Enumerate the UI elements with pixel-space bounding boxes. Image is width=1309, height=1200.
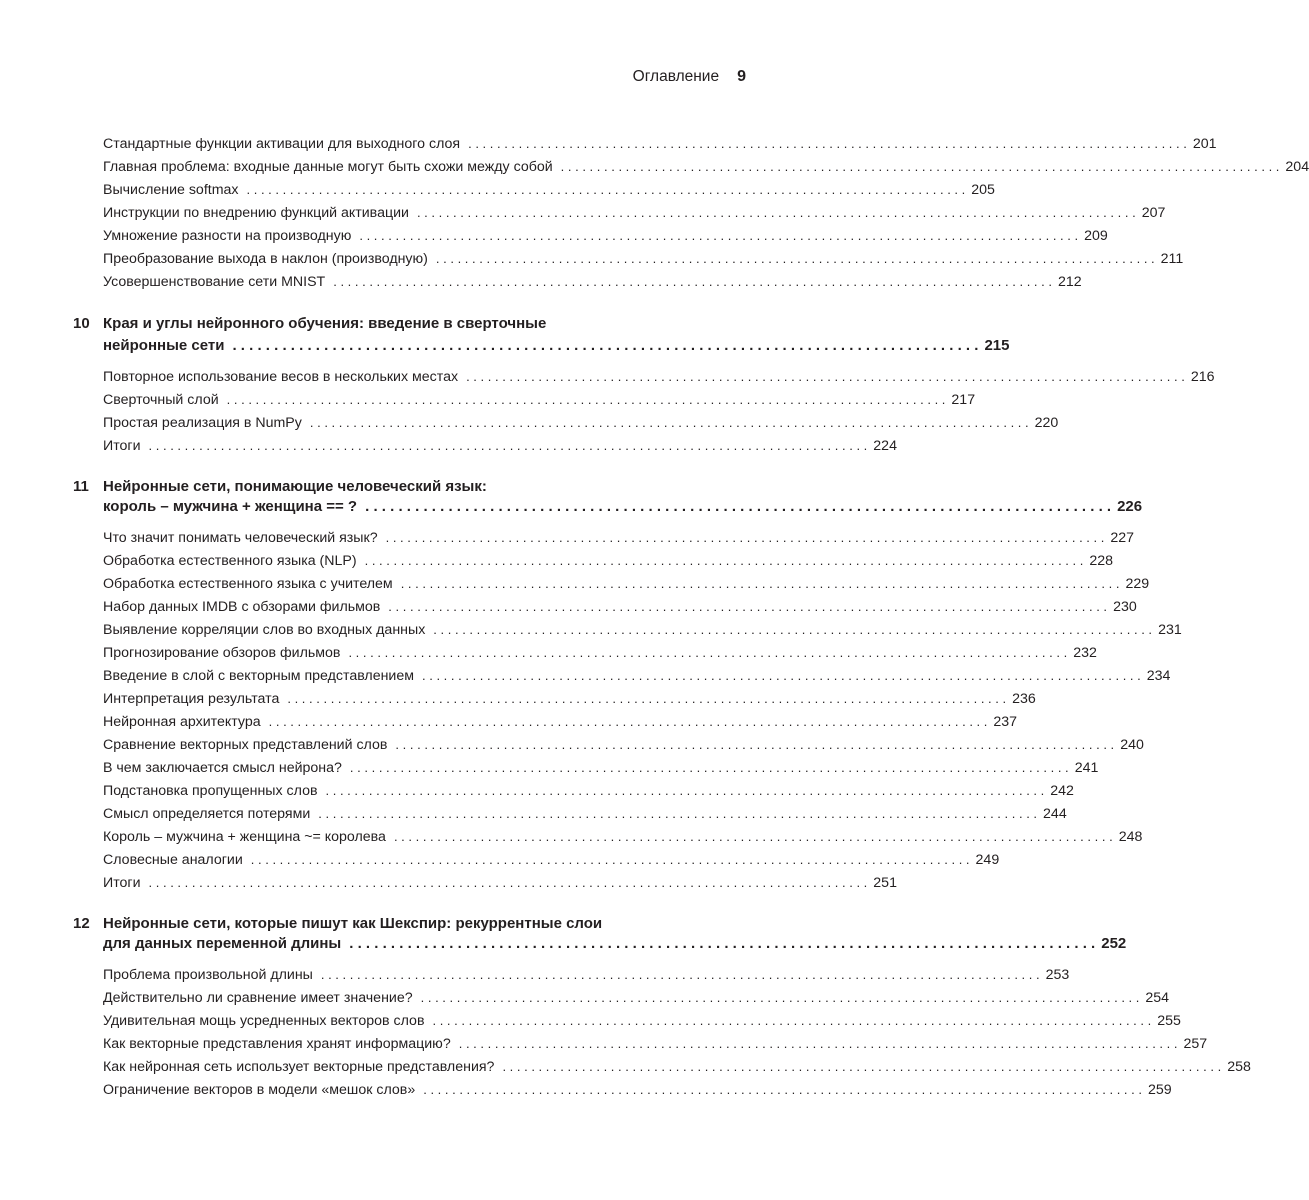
toc-entry-label: Стандартные функции активации для выходного слоя [103, 136, 461, 152]
toc-entry-page: 254 [1145, 990, 1170, 1006]
toc-entry [103, 530, 1135, 553]
toc-entry-page: 249 [975, 852, 1000, 868]
toc-entry-label: Ограничение векторов в модели «мешок слов» [103, 1082, 416, 1098]
toc-entry-label: Набор данных IMDB с обзорами фильмов [103, 599, 381, 615]
toc-entry-page: 227 [1110, 530, 1135, 546]
toc-entry-page: 253 [1045, 967, 1070, 983]
toc-entry-page: 216 [1190, 369, 1215, 385]
toc-entry [103, 1059, 1251, 1082]
dot-leader [388, 599, 1107, 614]
dot-leader [421, 990, 1140, 1005]
toc-entry-label: Словесные аналогии [103, 852, 243, 868]
toc-entry-page: 258 [1227, 1059, 1251, 1075]
toc-entry-page: 234 [1146, 668, 1171, 684]
toc-entry-label: Удивительная мощь усредненных векторов слов [103, 1013, 425, 1029]
toc-entry [103, 852, 1000, 875]
dot-leader [561, 159, 1280, 174]
dot-leader [232, 337, 978, 354]
toc-entry-label: Сверточный слой [103, 392, 219, 408]
chapter-number: 12 [73, 915, 90, 932]
toc-entry-label: Простая реализация в NumPy [103, 415, 302, 431]
toc-entry-page: 232 [1073, 645, 1097, 661]
dot-leader [422, 668, 1141, 683]
toc-entry-label: Сравнение векторных представлений слов [103, 737, 388, 753]
dot-leader [350, 760, 1069, 775]
toc-entry [103, 875, 897, 898]
dot-leader [149, 875, 868, 890]
chapter-title: Нейронные сети, которые пишут как Шекспир: рекуррентные слои [103, 915, 603, 932]
toc-entry-page: 255 [1157, 1013, 1181, 1029]
toc-entry-label: Как векторные представления хранят информацию? [103, 1036, 451, 1052]
toc-entry-label: Вычисление softmax [103, 182, 239, 198]
dot-leader [333, 274, 1052, 289]
dot-leader [466, 369, 1185, 384]
dot-leader [365, 553, 1084, 568]
toc-entry [103, 599, 1137, 622]
chapter-title: Края и углы нейронного обучения: введение в сверточные [103, 315, 547, 332]
toc-entry-label: Преобразование выхода в наклон (производную) [103, 251, 428, 267]
chapter-page: 252 [1101, 935, 1127, 952]
toc-entry [103, 714, 1018, 737]
toc-entry [103, 1013, 1181, 1036]
toc-entry-page: 230 [1113, 599, 1137, 615]
toc-entry-page: 220 [1034, 415, 1059, 431]
chapter-title: для данных переменной длины [103, 935, 342, 952]
toc-entry [103, 691, 1036, 714]
dot-leader [459, 1036, 1178, 1051]
toc-entry [103, 438, 897, 461]
dot-leader [433, 622, 1152, 637]
toc-entry [103, 806, 1067, 829]
toc-entry-page: 259 [1147, 1082, 1172, 1098]
dot-leader [417, 205, 1136, 220]
toc-entry-page: 241 [1074, 760, 1099, 776]
toc-entry [103, 990, 1170, 1013]
dot-leader [395, 737, 1114, 752]
toc-entry-page: 231 [1158, 622, 1182, 638]
chapter-title: нейронные сети [103, 337, 225, 354]
toc-entry-label: Повторное использование весов в нескольких местах [103, 369, 459, 385]
toc-entry-label: Смысл определяется потерями [103, 806, 311, 822]
toc-entry [103, 251, 1184, 274]
toc-entry [103, 553, 1114, 576]
toc-entry-page: 204 [1285, 159, 1309, 175]
toc-entry-label: Что значит понимать человеческий язык? [103, 530, 378, 546]
toc-entry [103, 1082, 1172, 1105]
toc-entry [103, 159, 1309, 182]
toc-entry [103, 392, 976, 415]
chapter-title-line [103, 337, 1010, 361]
toc-entry-label: Итоги [103, 438, 141, 454]
toc-entry [103, 668, 1171, 691]
dot-leader [247, 182, 966, 197]
dot-leader [386, 530, 1105, 545]
toc-entry [103, 1036, 1208, 1059]
toc-entry [103, 783, 1074, 806]
toc-entry-page: 251 [873, 875, 897, 891]
toc-entry [103, 737, 1144, 760]
toc-entry-label: Король – мужчина + женщина ~= королева [103, 829, 386, 845]
toc-entry [103, 760, 1099, 783]
toc-entry-label: Выявление корреляции слов во входных данных [103, 622, 426, 638]
toc-entry [103, 136, 1217, 159]
dot-leader [321, 967, 1040, 982]
dot-leader [359, 228, 1078, 243]
dot-leader [227, 392, 946, 407]
dot-leader [349, 935, 1095, 952]
dot-leader [348, 645, 1067, 660]
toc-entry-label: Введение в слой с векторным представлением [103, 668, 415, 684]
toc-entry-label: В чем заключается смысл нейрона? [103, 760, 342, 776]
toc-entry-page: 244 [1043, 806, 1067, 822]
toc-entry-label: Усовершенствование сети MNIST [103, 274, 326, 290]
toc-entry-page: 217 [951, 392, 976, 408]
toc-entry-page: 228 [1089, 553, 1114, 569]
toc-entry-page: 236 [1012, 691, 1036, 707]
dot-leader [401, 576, 1120, 591]
toc-entry [103, 205, 1166, 228]
dot-leader [502, 1059, 1221, 1074]
toc-entry-label: Подстановка пропущенных слов [103, 783, 318, 799]
toc-entry-label: Прогнозирование обзоров фильмов [103, 645, 341, 661]
dot-leader [468, 136, 1187, 151]
dot-leader [318, 806, 1037, 821]
dot-leader [251, 852, 970, 867]
toc-entry-label: Главная проблема: входные данные могут быть схожи между собой [103, 159, 553, 175]
dot-leader [287, 691, 1006, 706]
dot-leader [436, 251, 1155, 266]
toc-entry-label: Обработка естественного языка (NLP) [103, 553, 357, 569]
toc-entry [103, 182, 995, 205]
toc-entry-label: Умножение разности на производную [103, 228, 352, 244]
toc-entry-page: 237 [993, 714, 1018, 730]
toc-entry-page: 229 [1125, 576, 1150, 592]
toc-entry-page: 211 [1160, 251, 1184, 267]
toc-entry-label: Обработка естественного языка с учителем [103, 576, 393, 592]
running-head [633, 68, 746, 92]
toc-entry [103, 369, 1215, 392]
toc-entry [103, 622, 1182, 645]
dot-leader [269, 714, 988, 729]
dot-leader [365, 498, 1111, 515]
dot-leader [432, 1013, 1151, 1028]
chapter-page: 215 [984, 337, 1010, 354]
toc-entry-page: 240 [1120, 737, 1144, 753]
dot-leader [394, 829, 1113, 844]
chapter-title: Нейронные сети, понимающие человеческий язык: [103, 478, 487, 495]
running-head-page-number: 9 [737, 68, 746, 85]
toc-entry-page: 242 [1050, 783, 1074, 799]
toc-entry-page: 207 [1141, 205, 1166, 221]
chapter-number: 10 [73, 315, 90, 332]
toc-entry [103, 228, 1108, 251]
toc-entry-label: Инструкции по внедрению функций активации [103, 205, 409, 221]
toc-entry-label: Нейронная архитектура [103, 714, 261, 730]
toc-entry [103, 274, 1082, 297]
toc-entry [103, 645, 1097, 668]
toc-entry [103, 967, 1070, 990]
toc-entry-page: 212 [1057, 274, 1082, 290]
toc-entry [103, 576, 1150, 599]
chapter-title-line [103, 498, 1143, 522]
toc-entry [103, 415, 1059, 438]
dot-leader [423, 1082, 1142, 1097]
chapter-title-line [103, 935, 1127, 959]
toc-entry [103, 829, 1143, 852]
toc-entry-page: 209 [1084, 228, 1108, 244]
running-head-title: Оглавление [632, 68, 720, 85]
chapter-page: 226 [1117, 498, 1143, 515]
toc-entry-page: 224 [873, 438, 897, 454]
dot-leader [310, 415, 1029, 430]
dot-leader [149, 438, 868, 453]
chapter-title-line [103, 315, 746, 339]
toc-entry-page: 205 [971, 182, 995, 198]
toc-entry-label: Как нейронная сеть использует векторные представления? [103, 1059, 495, 1075]
chapter-number: 11 [73, 478, 89, 495]
toc-entry-page: 201 [1192, 136, 1217, 152]
dot-leader [326, 783, 1045, 798]
toc-entry-label: Итоги [103, 875, 141, 891]
toc-entry-page: 248 [1118, 829, 1143, 845]
toc-entry-page: 257 [1183, 1036, 1208, 1052]
chapter-title: король – мужчина + женщина == ? [103, 498, 358, 515]
toc-entry-label: Действительно ли сравнение имеет значение? [103, 990, 413, 1006]
toc-entry-label: Проблема произвольной длины [103, 967, 313, 983]
toc-entry-label: Интерпретация результата [103, 691, 280, 707]
